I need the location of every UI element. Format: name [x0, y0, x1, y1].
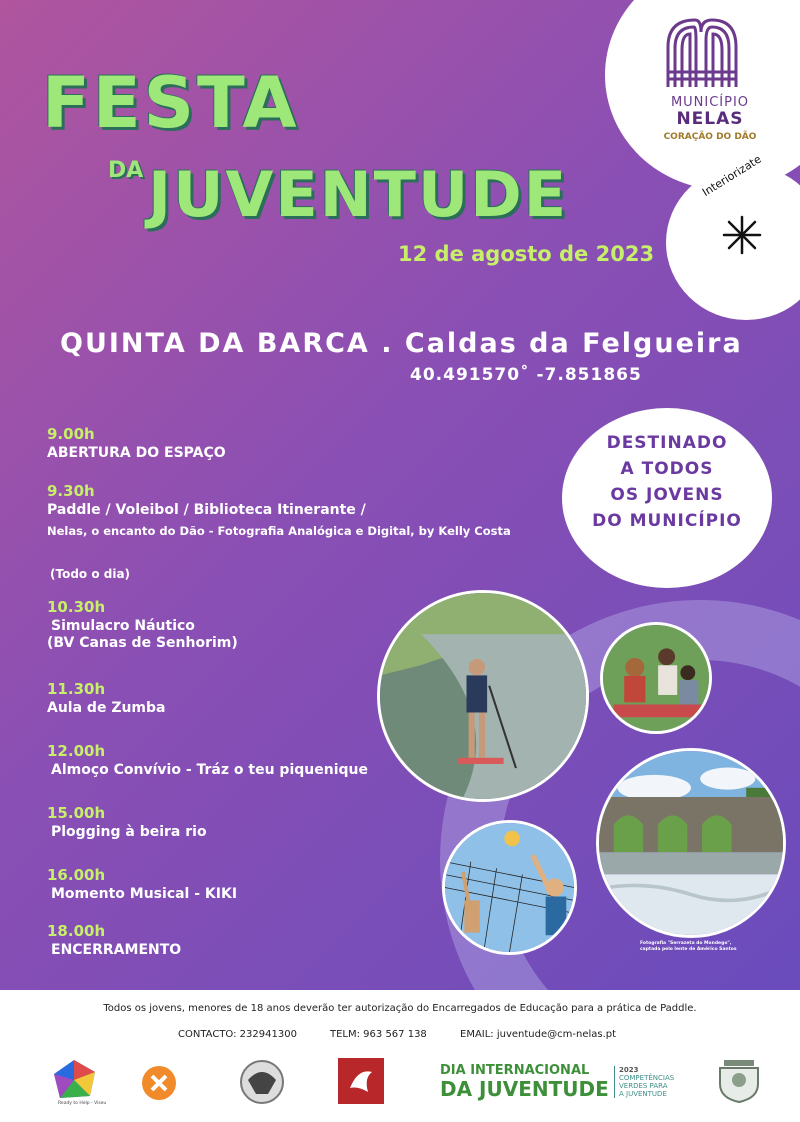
schedule-desc-secondary: Nelas, o encanto do Dão - Fotografia Analógica e Digital, by Kelly Costa [47, 524, 511, 538]
title-da: DA [108, 158, 144, 183]
photo-paddle [377, 590, 589, 802]
photo-volleyball [442, 820, 577, 955]
all-day-note: (Todo o dia) [50, 567, 131, 581]
dij-theme-line: VERDES PARA [619, 1082, 668, 1090]
interiorizate-label: Interiorizate [700, 152, 764, 200]
schedule-item [47, 680, 166, 716]
ready-to-help-label: Ready to Help - Viseu [58, 1101, 107, 1106]
contact-phone: CONTACTO: 232941300 [178, 1029, 297, 1040]
audience-line: DO MUNICÍPIO [592, 511, 742, 531]
schedule-item [47, 598, 238, 651]
dij-line1: DIA INTERNACIONAL [440, 1063, 590, 1078]
venue-coordinates: 40.491570˚ -7.851865 [410, 365, 642, 385]
logo-nelas: NELAS [676, 109, 744, 129]
title-festa: FESTA [42, 62, 300, 144]
schedule-item [47, 804, 207, 840]
schedule-desc: Momento Musical - KIKI [51, 886, 238, 902]
audience-line: A TODOS [620, 459, 714, 479]
photo-picnic [600, 622, 712, 734]
dij-year: 2023 [619, 1066, 639, 1074]
title-juventude: JUVENTUDE [148, 158, 569, 231]
dij-theme-line: COMPETÊNCIAS [619, 1074, 675, 1082]
schedule-time: 11.30h [47, 680, 106, 698]
logo-tagline: CORAÇÃO DO DÃO [663, 132, 757, 142]
photo-caption: Fotografia "Serrazeta do Mondego", captada pelo lente de Américo Santos [640, 941, 737, 952]
schedule-desc: Almoço Convívio - Tráz o teu piquenique [51, 762, 368, 778]
event-date: 12 de agosto de 2023 [398, 242, 655, 266]
dij-line2: DA JUVENTUDE [440, 1077, 609, 1101]
logo-municipio: MUNICÍPIO [670, 95, 750, 110]
contact-email[interactable]: EMAIL: juventude@cm-nelas.pt [460, 1029, 617, 1040]
dij-theme [614, 1066, 674, 1098]
parish-coat-of-arms-icon [712, 1050, 766, 1104]
crest-logo-icon [238, 1058, 286, 1106]
schedule-time: 10.30h [47, 598, 106, 616]
schedule-time: 18.00h [47, 922, 106, 940]
schedule-desc: Plogging à beira rio [51, 824, 207, 840]
nelas-heart-logo-icon [660, 12, 742, 92]
dij-theme-line: A JUVENTUDE [619, 1090, 667, 1098]
schedule-time: 9.00h [47, 425, 95, 443]
schedule-item [47, 922, 181, 958]
schedule-desc: Simulacro Náutico [51, 618, 195, 634]
schedule-desc: ABERTURA DO ESPAÇO [47, 445, 226, 461]
schedule-time: 9.30h [47, 482, 95, 500]
asterisk-icon [722, 215, 762, 255]
schedule-desc: Paddle / Voleibol / Biblioteca Itinerante / [47, 502, 366, 518]
audience-line: DESTINADO [606, 433, 728, 453]
schedule-time: 12.00h [47, 742, 106, 760]
schedule-time: 15.00h [47, 804, 106, 822]
photo-aqueduct [596, 748, 786, 938]
audience-line: OS JOVENS [610, 485, 724, 505]
venue-name: QUINTA DA BARCA . Caldas da Felgueira [60, 328, 743, 359]
schedule-time: 16.00h [47, 866, 106, 884]
scouts-logo-icon [140, 1064, 178, 1102]
intl-youth-day-logo [440, 1064, 609, 1100]
schedule-desc-secondary: (BV Canas de Senhorim) [47, 635, 238, 651]
schedule-item [47, 742, 368, 778]
schedule-desc: Aula de Zumba [47, 700, 166, 716]
schedule-desc: ENCERRAMENTO [51, 942, 182, 958]
schedule-item [47, 425, 226, 461]
audience-text [562, 430, 772, 534]
club-logo-icon [338, 1058, 384, 1104]
schedule-item [47, 482, 511, 538]
schedule-item [47, 866, 237, 902]
contact-mobile: TELM: 963 567 138 [330, 1029, 427, 1040]
footer-note: Todos os jovens, menores de 18 anos deverão ter autorização do Encarregados de Educação para a prática de Paddle. [103, 1003, 697, 1014]
ready-to-help-logo-icon [52, 1058, 97, 1100]
